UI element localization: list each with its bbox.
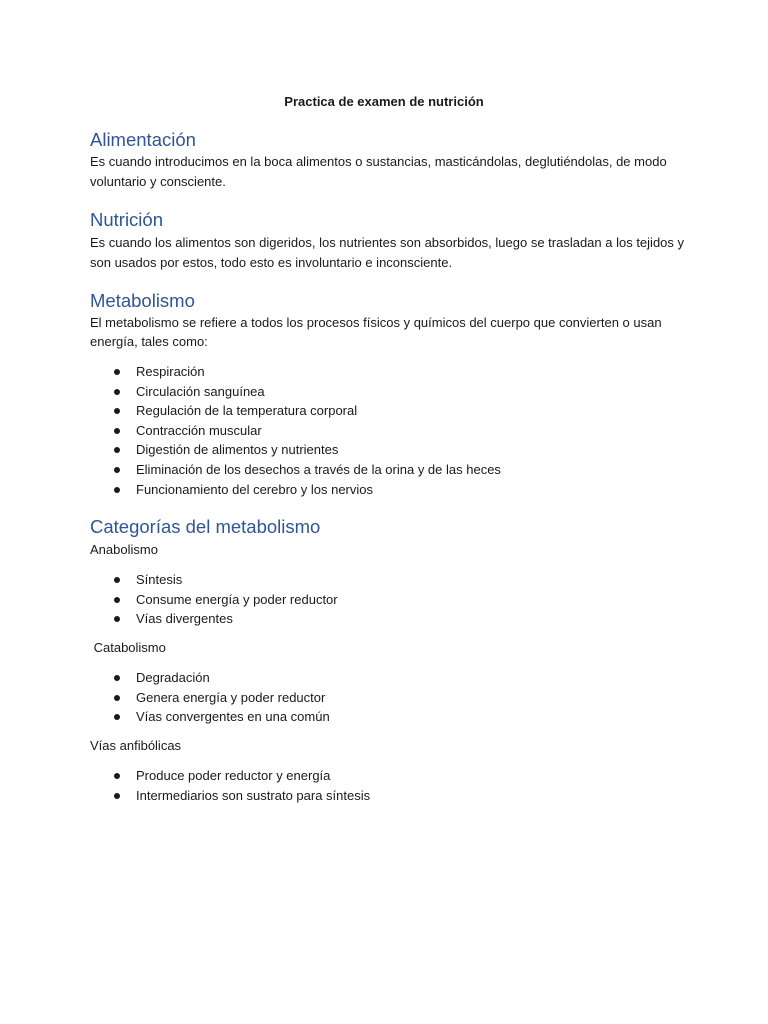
heading-categorias: Categorías del metabolismo xyxy=(90,516,321,537)
list-item xyxy=(90,570,338,590)
list-item xyxy=(90,362,501,382)
anabolismo-list xyxy=(90,570,338,629)
bullet-icon xyxy=(114,793,120,799)
bullet-icon xyxy=(114,577,120,583)
paragraph-metabolismo-line-1: El metabolismo se refiere a todos los procesos físicos y químicos del cuerpo que convierten o usan xyxy=(90,315,662,330)
paragraph-alimentacion-line-1: Es cuando introducimos en la boca alimentos o sustancias, masticándolas, deglutiéndolas, de modo xyxy=(90,154,667,169)
subheading-vias-anfibolicas: Vías anfibólicas xyxy=(90,738,182,753)
catabolismo-list xyxy=(90,668,330,727)
heading-alimentacion: Alimentación xyxy=(90,129,196,150)
bullet-icon xyxy=(114,773,120,779)
list-item xyxy=(90,480,501,500)
heading-nutricion: Nutrición xyxy=(90,209,163,230)
subheading-anabolismo: Anabolismo xyxy=(90,542,158,557)
list-item xyxy=(90,590,338,610)
list-item xyxy=(90,668,330,688)
list-item xyxy=(90,401,501,421)
list-item-text: Vías convergentes en una común xyxy=(136,709,330,725)
bullet-icon xyxy=(114,675,120,681)
list-item xyxy=(90,766,370,786)
paragraph-nutricion-line-2: son usados por estos, todo esto es involuntario e inconsciente. xyxy=(90,255,453,270)
anfibolicas-list xyxy=(90,766,370,805)
list-item-text: Regulación de la temperatura corporal xyxy=(136,403,358,419)
list-item xyxy=(90,440,501,460)
list-item-text: Funcionamiento del cerebro y los nervios xyxy=(136,481,374,497)
list-item xyxy=(90,609,338,629)
list-item-text: Respiración xyxy=(136,364,205,379)
metabolismo-process-list xyxy=(90,362,501,499)
list-item-text: Intermediarios son sustrato para síntesis xyxy=(136,787,371,803)
paragraph-nutricion-line-1: Es cuando los alimentos son digeridos, los nutrientes son absorbidos, luego se trasladan a los tejidos y xyxy=(90,235,685,250)
subheading-catabolismo: Catabolismo xyxy=(90,640,166,655)
bullet-icon xyxy=(114,389,120,395)
bullet-icon xyxy=(114,695,120,701)
list-item-text: Degradación xyxy=(136,670,210,685)
list-item-text: Síntesis xyxy=(136,572,183,587)
list-item-text: Eliminación de los desechos a través de la orina y de las heces xyxy=(136,461,501,477)
list-item-text: Digestión de alimentos y nutrientes xyxy=(136,442,339,458)
list-item xyxy=(90,707,330,727)
list-item xyxy=(90,460,501,480)
list-item-text: Produce poder reductor y energía xyxy=(136,768,331,783)
document-title: Practica de examen de nutrición xyxy=(284,94,484,109)
list-item xyxy=(90,382,501,402)
bullet-icon xyxy=(114,428,120,434)
list-item xyxy=(90,786,370,806)
bullet-icon xyxy=(114,487,120,493)
heading-metabolismo: Metabolismo xyxy=(90,290,195,311)
bullet-icon xyxy=(114,616,120,622)
list-item-text: Vías divergentes xyxy=(136,611,233,627)
paragraph-alimentacion-line-2: voluntario y consciente. xyxy=(90,174,226,189)
bullet-icon xyxy=(114,369,120,375)
bullet-icon xyxy=(114,597,120,603)
list-item-text: Genera energía y poder reductor xyxy=(136,689,326,705)
paragraph-metabolismo-line-2: energía, tales como: xyxy=(90,334,208,349)
list-item xyxy=(90,421,501,441)
bullet-icon xyxy=(114,408,120,414)
list-item-text: Circulación sanguínea xyxy=(136,383,265,399)
bullet-icon xyxy=(114,714,120,720)
list-item-text: Contracción muscular xyxy=(136,422,262,438)
bullet-icon xyxy=(114,447,120,453)
bullet-icon xyxy=(114,467,120,473)
list-item xyxy=(90,688,330,708)
list-item-text: Consume energía y poder reductor xyxy=(136,591,338,607)
